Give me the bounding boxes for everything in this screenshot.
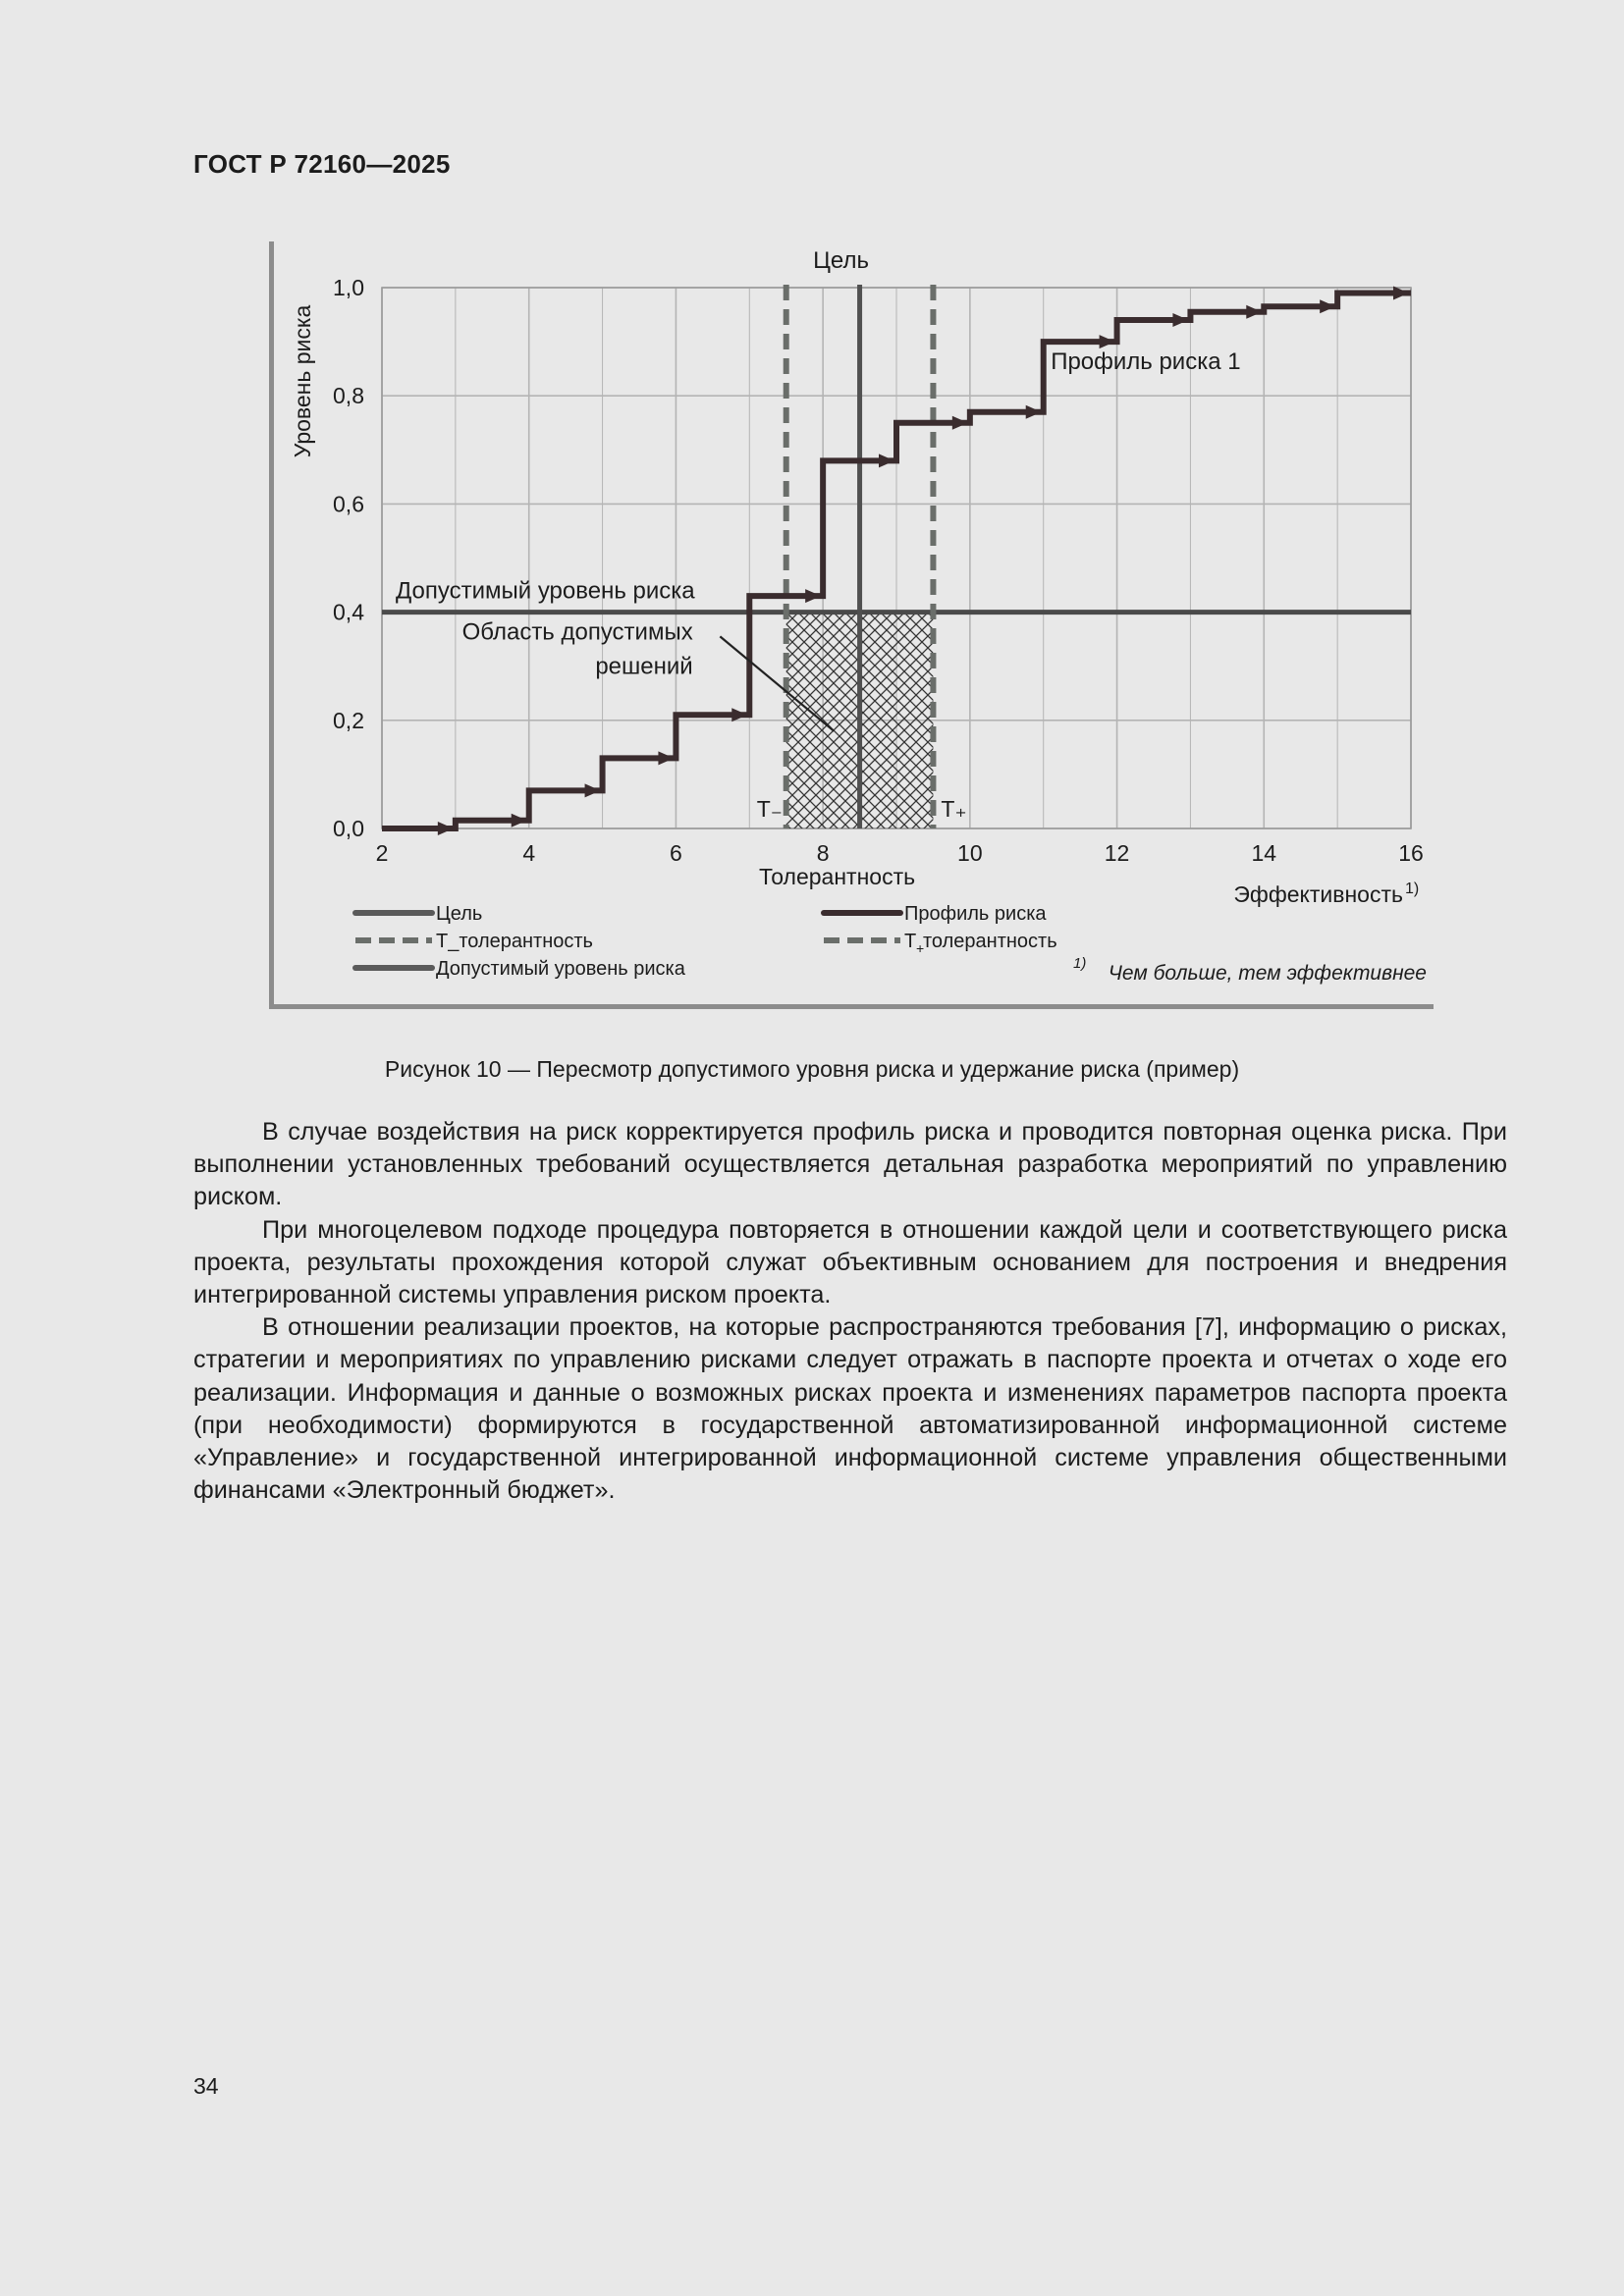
x-axis-label-superscript: 1) xyxy=(1405,881,1420,897)
goal-label: Цель xyxy=(813,247,869,274)
risk-profile-label: Профиль риска 1 xyxy=(1051,348,1241,376)
legend-label-goal: Цель xyxy=(436,903,483,925)
risk-profile-arrow xyxy=(879,454,894,467)
y-axis-label: Уровень риска xyxy=(290,304,315,458)
risk-profile-arrow xyxy=(1172,313,1188,327)
body-text xyxy=(193,1116,1507,1507)
page-number: 34 xyxy=(193,2073,219,2099)
risk-profile-arrow xyxy=(658,751,674,765)
legend-label-tplus-sub: + xyxy=(916,940,925,956)
risk-profile-arrow xyxy=(438,822,454,835)
paragraph: В случае воздействия на риск корректируется профиль риска и проводится повторная оценка риска. При выполнении установленных требований осуществляется детальная разработка мероприятий по управлению риском. xyxy=(193,1118,1507,1211)
document-header: ГОСТ Р 72160—2025 xyxy=(193,149,451,179)
acceptable-region-label: решений xyxy=(595,653,693,680)
footnote-text: Чем больше, тем эффективнее xyxy=(1108,962,1427,985)
risk-profile-arrow xyxy=(952,416,968,430)
figure-frame xyxy=(269,241,1434,1009)
x-axis-label: Эффективность xyxy=(1233,881,1403,907)
x-tick-label: 16 xyxy=(1398,840,1424,866)
footnote-mark: 1) xyxy=(1073,955,1087,972)
acceptable-region-label: Область допустимых xyxy=(461,618,693,646)
tolerance-plus-label: T₊ xyxy=(941,796,967,822)
x-tick-label: 10 xyxy=(957,840,983,866)
risk-profile-arrow xyxy=(805,589,821,603)
legend-label-tplus-rest: толерантность xyxy=(923,931,1057,952)
x-tick-label: 6 xyxy=(670,840,682,866)
x-tick-label: 8 xyxy=(816,840,830,866)
tolerance-axis-label: Толерантность xyxy=(759,864,916,889)
legend-label-tplus: T xyxy=(904,931,917,952)
x-tick-label: 2 xyxy=(375,840,389,866)
risk-profile-arrow xyxy=(512,814,527,828)
chart-legend xyxy=(355,903,1427,985)
risk-profile-arrow xyxy=(1246,305,1262,319)
y-tick-label: 0,8 xyxy=(333,383,364,409)
legend-label-profile: Профиль риска xyxy=(904,903,1047,925)
risk-profile-arrow xyxy=(1100,335,1115,348)
y-tick-label: 0,0 xyxy=(333,816,364,841)
paragraph: При многоцелевом подходе процедура повторяется в отношении каждой цели и соответствующего риска проекта, результаты прохождения которой служат объективным основанием для построения и внедрения интегрированной системы управления риском проекта. xyxy=(193,1215,1507,1309)
legend-label-acceptable: Допустимый уровень риска xyxy=(436,958,685,980)
x-tick-label: 12 xyxy=(1104,840,1130,866)
y-tick-label: 0,6 xyxy=(333,491,364,517)
x-tick-label: 4 xyxy=(522,840,536,866)
legend-label-tminus: T_толерантность xyxy=(436,931,593,952)
acceptable-risk-label: Допустимый уровень риска xyxy=(396,577,695,605)
y-tick-label: 0,2 xyxy=(333,707,364,733)
risk-profile-arrow xyxy=(1320,299,1335,313)
y-tick-label: 1,0 xyxy=(333,275,364,300)
tolerance-minus-label: T₋ xyxy=(756,796,783,822)
figure-caption: Рисунок 10 — Пересмотр допустимого уровня риска и удержание риска (пример) xyxy=(384,1056,1240,1082)
risk-profile-arrow xyxy=(1026,405,1042,419)
paragraph: В отношении реализации проектов, на которые распространяются требования [7], информацию о рисках, стратегии и мероприятиях по управлению рисками следует отражать в паспорте проекта и отчетах о ходе его реализации. Информация и данные о возможных рисках проекта и изменениях параметров паспорта проекта (при необходимости) формируются в государственной автоматизированной информационной системе «Управление» и государственной интегрированной информационной системе управления общественными финансами «Электронный бюджет». xyxy=(193,1313,1507,1505)
risk-profile-arrow xyxy=(585,783,601,797)
x-tick-label: 14 xyxy=(1251,840,1277,866)
y-tick-label: 0,4 xyxy=(333,599,364,625)
risk-profile-chart xyxy=(274,241,1438,1009)
